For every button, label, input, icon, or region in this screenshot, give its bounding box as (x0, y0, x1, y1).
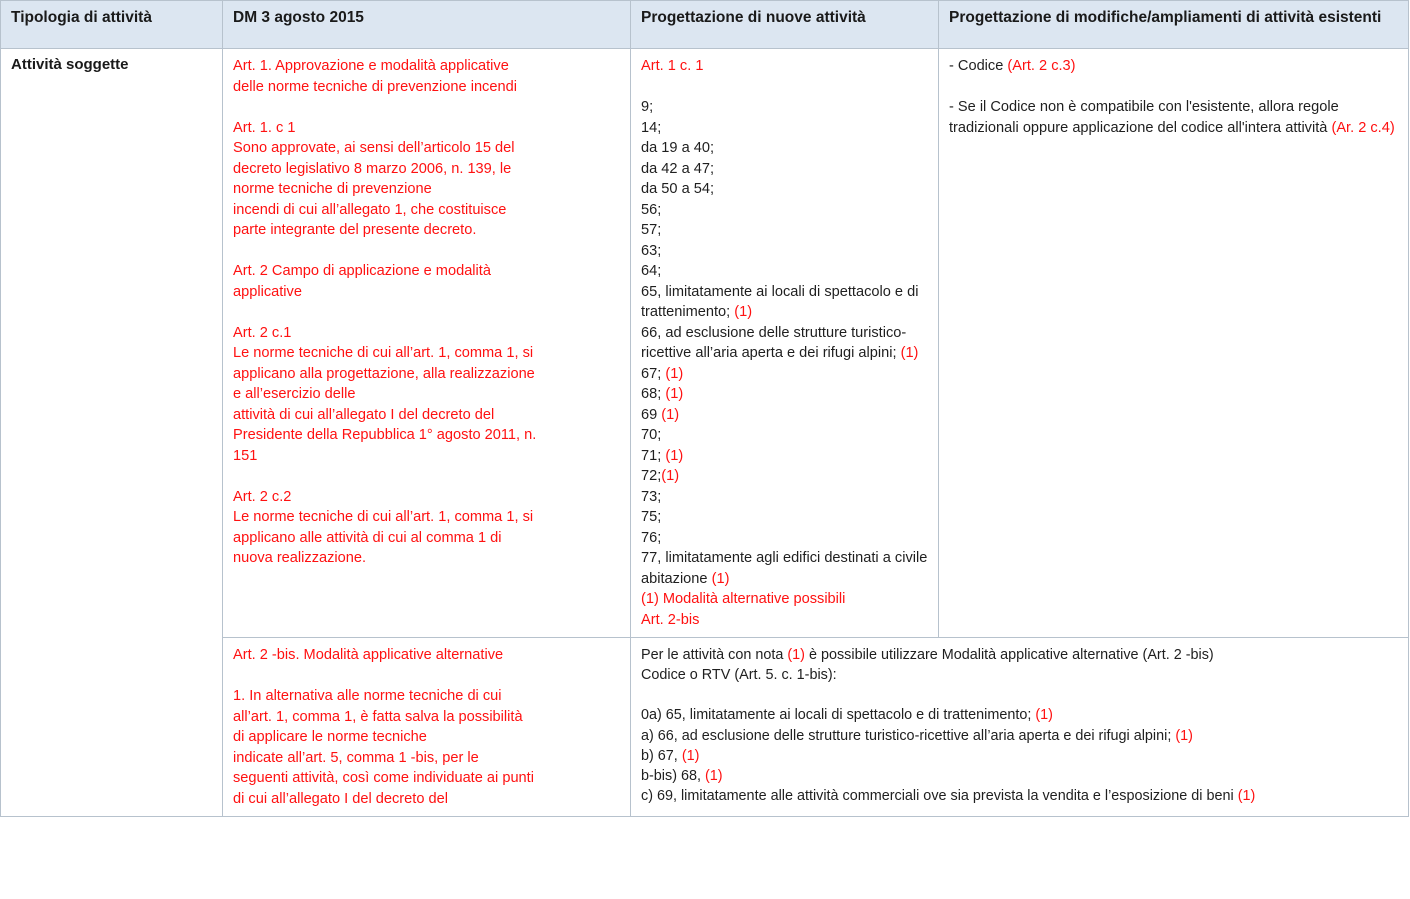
cell-nuove-attivita-row1 (631, 49, 939, 638)
activity-item-text: 66, ad esclusione delle strutture turistico-ricettive all’aria aperta e dei rifugi alpini; (641, 324, 907, 361)
modifiche-paragraph (949, 56, 1399, 77)
nuove-attivita-footnote: (1) Modalità alternative possibili (641, 591, 846, 607)
text-line: 1. In alternativa alle norme tecniche di cui (233, 688, 502, 704)
text-line: applicano alla progettazione, alla realizzazione (233, 365, 535, 382)
header-row (1, 1, 1409, 49)
text-line: incendi di cui all’allegato 1, che costituisce (233, 201, 507, 218)
note-marker: (1) (705, 767, 723, 784)
activity-item-note: (1) (661, 406, 680, 423)
activity-item (641, 487, 929, 508)
activity-item (641, 261, 929, 282)
activity-item-note: (1) (900, 345, 919, 361)
header-cell-modifiche: Progettazione di modifiche/ampliamenti di attività esistenti (939, 1, 1409, 49)
activity-item-text: 71; (641, 447, 666, 464)
note-text: 0a) 65, limitatamente ai locali di spettacolo e di trattenimento; (641, 707, 1036, 724)
text-line: Art. 2 Campo di applicazione e modalità (233, 263, 491, 279)
text-line: delle norme tecniche di prevenzione incendi (233, 78, 517, 95)
activity-item-text: 56; (641, 201, 662, 218)
text-line: Art. 1. c 1 (233, 119, 296, 136)
activity-item (641, 118, 929, 139)
note-text: Per le attività con nota (641, 647, 788, 663)
text-line: indicate all’art. 5, comma 1 -bis, per le (233, 749, 479, 766)
cell-dm-row2 (223, 638, 631, 817)
activity-item-text: 75; (641, 509, 662, 525)
activity-item-note: (1) (661, 468, 680, 484)
activity-item-text: da 50 a 54; (641, 181, 715, 197)
activity-item (641, 548, 929, 589)
text-line: norme tecniche di prevenzione (233, 181, 432, 197)
text-line: Presidente della Repubblica 1° agosto 2011, n. (233, 427, 537, 443)
activity-item (641, 179, 929, 200)
activity-item (641, 200, 929, 221)
spacer-line (641, 77, 929, 98)
activity-item-note: (1) (665, 365, 684, 382)
modifiche-reference: (Ar. 2 c.4) (1331, 119, 1395, 136)
text-line: Art. 2 -bis. Modalità applicative alternative (233, 647, 504, 663)
row-label-attivita-soggette: Attività soggette (1, 49, 223, 817)
text-line: e all’esercizio delle (233, 386, 356, 402)
activity-item-text: 57; (641, 222, 662, 238)
note-line (641, 766, 1399, 786)
activity-item (641, 528, 929, 549)
header-cell-nuove-attivita: Progettazione di nuove attività (631, 1, 939, 49)
activity-item-text: 68; (641, 386, 666, 402)
spacer-line (233, 666, 621, 687)
activity-item (641, 138, 929, 159)
nuove-attivita-title: Art. 1 c. 1 (641, 58, 704, 74)
text-line: parte integrante del presente decreto. (233, 222, 477, 238)
text-line: Le norme tecniche di cui all’art. 1, comma 1, si (233, 345, 534, 361)
table-header (1, 1, 1409, 49)
modifiche-reference: (Art. 2 c.3) (1007, 58, 1076, 74)
modifiche-text: - Se il Codice non è compatibile con l'esistente, allora regole tradizionali oppure applicazione del codice all'intera attività (949, 99, 1339, 136)
table-row-attivita-soggette (1, 49, 1409, 638)
note-line (641, 746, 1399, 766)
note-text: Codice o RTV (Art. 5. c. 1-bis): (641, 667, 837, 684)
activity-item (641, 466, 929, 487)
header-cell-dm: DM 3 agosto 2015 (223, 1, 631, 49)
text-line: di cui all’allegato I del decreto del (233, 790, 448, 807)
activity-item (641, 446, 929, 467)
activity-item-text: 67; (641, 365, 666, 382)
spacer-line (949, 77, 1399, 98)
modifiche-paragraph (949, 97, 1399, 138)
spacer-line (233, 466, 621, 487)
note-marker: (1) (1035, 707, 1053, 724)
activity-item-text: 72; (641, 468, 662, 484)
activity-item (641, 159, 929, 180)
activity-item (641, 97, 929, 118)
activity-item-text: 69 (641, 406, 662, 423)
note-text: b-bis) 68, (641, 767, 705, 784)
note-line (641, 726, 1399, 746)
note-text: a) 66, ad esclusione delle strutture turistico-ricettive all’aria aperta e dei rifugi alpini; (641, 727, 1176, 744)
cell-modifiche-row1 (939, 49, 1409, 638)
activity-item-text: da 42 a 47; (641, 160, 715, 177)
activity-item-note: (1) (711, 570, 730, 587)
activity-item (641, 425, 929, 446)
note-text: b) 67, (641, 747, 682, 764)
text-line: Art. 2 c.1 (233, 324, 292, 341)
activity-item (641, 507, 929, 528)
note-line (641, 705, 1399, 725)
text-line: decreto legislativo 8 marzo 2006, n. 139, le (233, 160, 512, 177)
text-line: all’art. 1, comma 1, è fatta salva la possibilità (233, 708, 523, 725)
cell-note-modalita-alternative (631, 638, 1409, 817)
note-line (641, 786, 1399, 806)
text-line: Art. 1. Approvazione e modalità applicative (233, 58, 509, 74)
text-line: nuova realizzazione. (233, 550, 367, 566)
note-marker: (1) (1175, 727, 1193, 744)
activity-item (641, 364, 929, 385)
text-line: Le norme tecniche di cui all’art. 1, comma 1, si (233, 509, 534, 525)
spacer-line (233, 97, 621, 118)
note-line (641, 645, 1399, 665)
activity-item-text: 77, limitatamente agli edifici destinati a civile abitazione (641, 550, 928, 587)
activity-item (641, 282, 929, 323)
note-text-cont: è possibile utilizzare Modalità applicative alternative (Art. 2 -bis) (804, 647, 1214, 663)
activity-item (641, 323, 929, 364)
text-line: attività di cui all’allegato I del decreto del (233, 406, 495, 423)
spacer-line (233, 241, 621, 262)
nuove-attivita-footnote: Art. 2-bis (641, 611, 700, 628)
activity-item-text: 73; (641, 488, 662, 505)
activity-item-text: 76; (641, 529, 662, 546)
text-line: applicative (233, 283, 302, 300)
spacer-line (641, 685, 1399, 705)
note-marker: (1) (681, 747, 700, 764)
spacer-line (233, 302, 621, 323)
activity-item-text: da 19 a 40; (641, 140, 715, 156)
activity-item (641, 220, 929, 241)
activity-item-text: 14; (641, 119, 662, 136)
activity-item (641, 405, 929, 426)
activity-item-note: (1) (734, 304, 753, 320)
note-text: c) 69, limitatamente alle attività commerciali ove sia prevista la vendita e l’esposizione di beni (641, 788, 1238, 805)
cell-dm-row1 (223, 49, 631, 638)
activity-item (641, 384, 929, 405)
modifiche-text: - Codice (949, 58, 1008, 74)
activity-item-note: (1) (665, 386, 684, 402)
activity-item-text: 70; (641, 427, 662, 443)
activity-item (641, 241, 929, 262)
text-line: 151 (233, 447, 258, 464)
header-cell-tipologia: Tipologia di attività (1, 1, 223, 49)
text-line: seguenti attività, così come individuate ai punti (233, 770, 534, 786)
note-marker: (1) (1237, 788, 1256, 805)
activity-item-text: 64; (641, 263, 662, 279)
text-line: applicano alle attività di cui al comma 1 di (233, 529, 502, 546)
text-line: di applicare le norme tecniche (233, 729, 427, 745)
activity-item-text: 9; (641, 99, 654, 115)
note-line (641, 665, 1399, 685)
text-line: Art. 2 c.2 (233, 488, 292, 505)
table-body (1, 49, 1409, 817)
activity-item-text: 63; (641, 242, 662, 259)
text-line: Sono approvate, ai sensi dell’articolo 15 del (233, 140, 515, 156)
note-marker: (1) (787, 647, 805, 663)
activity-item-note: (1) (665, 447, 684, 464)
activity-item-text: 65, limitatamente ai locali di spettacolo e di trattenimento; (641, 283, 919, 320)
